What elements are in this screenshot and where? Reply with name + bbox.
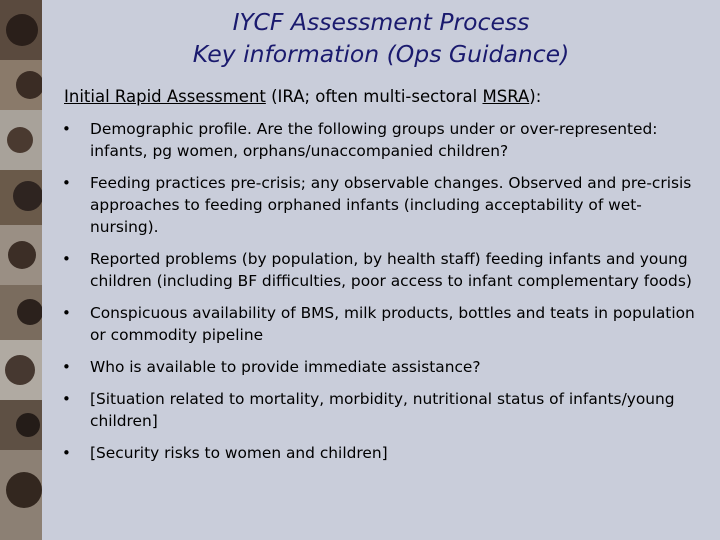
intro-end-text: ): [529, 87, 542, 106]
bullet-text: [Security risks to women and children] [90, 444, 388, 462]
bullet-text: Feeding practices pre-crisis; any observable changes. Observed and pre-crisis approaches to feeding orphaned infants (including acceptability of wet-nursing). [90, 174, 692, 236]
bullet-item [62, 356, 702, 378]
bullet-item [62, 388, 702, 432]
bullet-dot: • [62, 250, 71, 268]
bullet-text: Who is available to provide immediate assistance? [90, 358, 481, 376]
intro-ira-text: Initial Rapid Assessment [64, 87, 266, 106]
bullet-dot: • [62, 120, 71, 138]
intro-heading [64, 86, 541, 108]
bullet-dot: • [62, 444, 71, 462]
slide-title-line-1: IYCF Assessment Process [232, 8, 530, 36]
bullet-item [62, 302, 702, 346]
bullet-item [62, 172, 702, 238]
bullet-text: Conspicuous availability of BMS, milk products, bottles and teats in population or commodity pipeline [90, 304, 695, 344]
bullet-dot: • [62, 174, 71, 192]
bullet-dot: • [62, 358, 71, 376]
bullet-text: Demographic profile. Are the following groups under or over-represented: infants, pg women, orphans/unaccompanied children? [90, 120, 658, 160]
slide-title [42, 6, 720, 70]
bullet-list [62, 118, 702, 474]
intro-msra-text: MSRA [482, 87, 530, 106]
bullet-dot: • [62, 304, 71, 322]
intro-middle-text: (IRA; often multi-sectoral [265, 87, 483, 106]
bullet-dot: • [62, 390, 71, 408]
bullet-item [62, 248, 702, 292]
bullet-text: [Situation related to mortality, morbidity, nutritional status of infants/young children] [90, 390, 675, 430]
slide-title-line-2: Key information (Ops Guidance) [192, 40, 570, 68]
bullet-item [62, 442, 702, 464]
bullet-text: Reported problems (by population, by health staff) feeding infants and young children (including BF difficulties, poor access to infant complementary foods) [90, 250, 692, 290]
bullet-item [62, 118, 702, 162]
